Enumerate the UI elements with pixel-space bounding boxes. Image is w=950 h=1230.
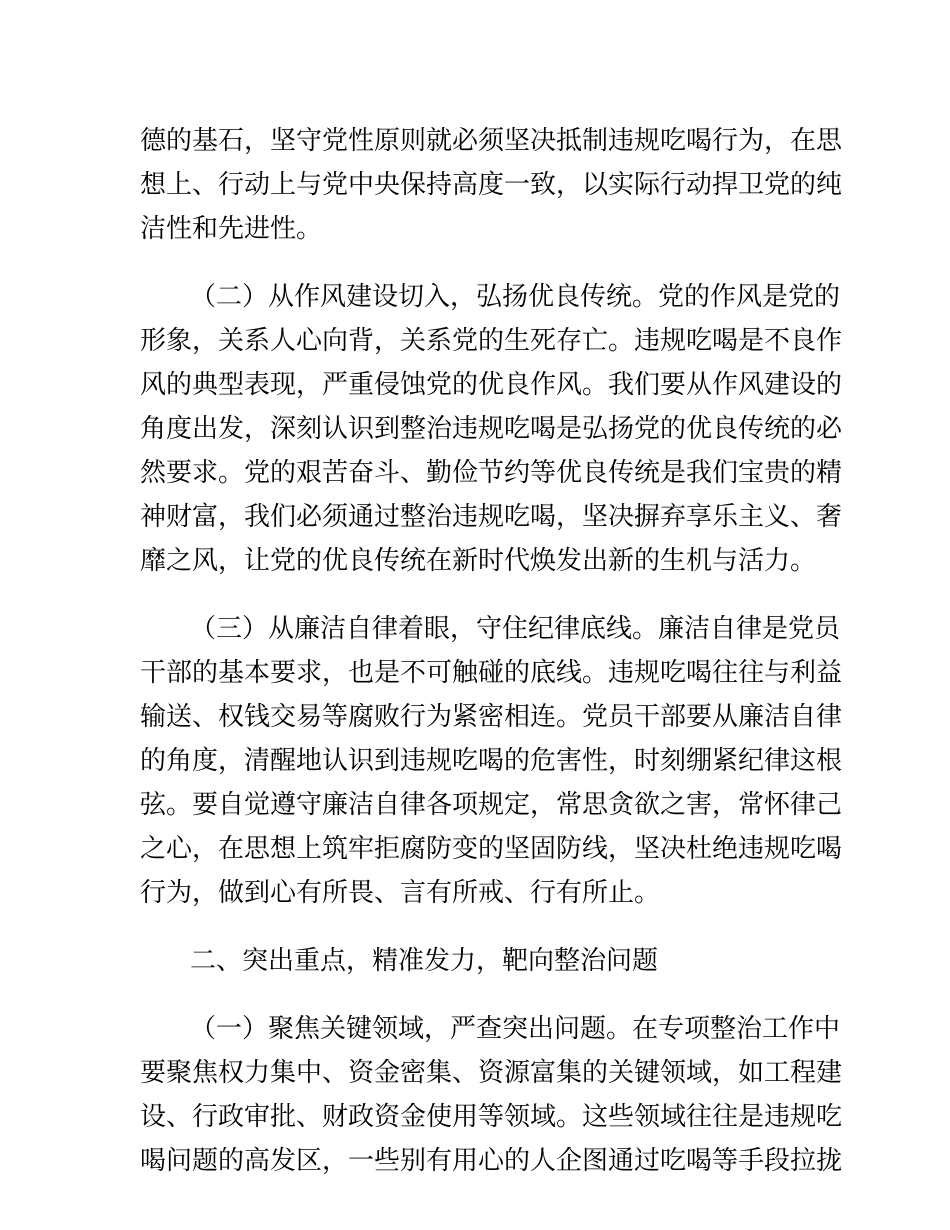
paragraph-line: 神财富，我们必须通过整治违规吃喝，坚决摒弃享乐主义、奢	[140, 502, 843, 532]
paragraph-line: 风的典型表现，严重侵蚀党的优良作风。我们要从作风建设的	[140, 370, 843, 400]
paragraph-line: 形象，关系人心向背，关系党的生死存亡。违规吃喝是不良作	[140, 326, 843, 356]
paragraph-line: 干部的基本要求，也是不可触碰的底线。违规吃喝往往与利益	[140, 658, 843, 688]
paragraph-line: 设、行政审批、财政资金使用等领域。这些领域往往是违规吃	[140, 1102, 843, 1132]
paragraph-line: 输送、权钱交易等腐败行为紧密相连。党员干部要从廉洁自律	[140, 702, 843, 732]
paragraph-line: 想上、行动上与党中央保持高度一致，以实际行动捍卫党的纯	[140, 170, 843, 200]
paragraph-line: 要聚焦权力集中、资金密集、资源富集的关键领域，如工程建	[140, 1058, 843, 1088]
paragraph-line: 洁性和先进性。	[140, 214, 323, 244]
paragraph-line: （三）从廉洁自律着眼，守住纪律底线。廉洁自律是党员	[190, 614, 841, 644]
paragraph-line: 角度出发，深刻认识到整治违规吃喝是弘扬党的优良传统的必	[140, 414, 843, 444]
paragraph-line: 弦。要自觉遵守廉洁自律各项规定，常思贪欲之害，常怀律己	[140, 790, 843, 820]
section-heading: 二、突出重点，精准发力，靶向整治问题	[190, 946, 659, 976]
paragraph-line: 然要求。党的艰苦奋斗、勤俭节约等优良传统是我们宝贵的精	[140, 458, 843, 488]
paragraph-line: 德的基石，坚守党性原则就必须坚决抵制违规吃喝行为，在思	[140, 126, 843, 156]
paragraph-line: 的角度，清醒地认识到违规吃喝的危害性，时刻绷紧纪律这根	[140, 746, 843, 776]
paragraph-line: （二）从作风建设切入，弘扬优良传统。党的作风是党的	[190, 282, 841, 312]
paragraph-line: 行为，做到心有所畏、言有所戒、行有所止。	[140, 878, 661, 908]
paragraph-line: 喝问题的高发区，一些别有用心的人企图通过吃喝等手段拉拢	[140, 1146, 843, 1176]
paragraph-line: 之心，在思想上筑牢拒腐防变的坚固防线，坚决杜绝违规吃喝	[140, 834, 843, 864]
paragraph-line: （一）聚焦关键领域，严查突出问题。在专项整治工作中	[190, 1014, 841, 1044]
paragraph-line: 靡之风，让党的优良传统在新时代焕发出新的生机与活力。	[140, 546, 817, 576]
